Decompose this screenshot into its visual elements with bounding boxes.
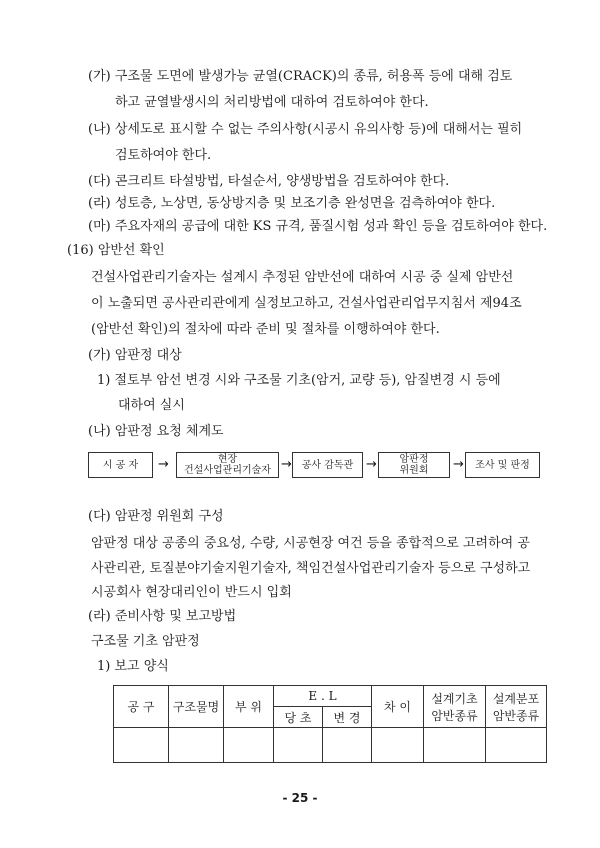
header-position: 부 위 xyxy=(224,686,274,728)
item-ma: (마) 주요자재의 공급에 대한 KS 규격, 품질시험 성과 확인 등을 검토하여야 한다. xyxy=(88,219,548,234)
committee-line1: 암판정 대상 공종의 중요성, 수량, 시공현장 여건 등을 종합적으로 고려하여 공 xyxy=(91,536,530,551)
flow-box-committee: 암판정 위원회 xyxy=(378,452,450,478)
table-cell xyxy=(486,728,547,763)
header-design-foundation: 설계기초 암반종류 xyxy=(424,686,486,728)
header-section: 공 구 xyxy=(114,686,169,728)
subheading-ra: (라) 준비사항 및 보고방법 xyxy=(88,609,237,624)
section-16-heading: (16) 암반선 확인 xyxy=(67,243,165,258)
target-line2: 대하여 실시 xyxy=(118,398,185,413)
page-number: - 25 - xyxy=(282,791,318,805)
subheading-ga: (가) 암판정 대상 xyxy=(88,348,182,363)
flow-arrow-icon: → xyxy=(453,457,464,472)
header-structure-name: 구조물명 xyxy=(169,686,224,728)
table-cell xyxy=(323,728,372,763)
flow-arrow-icon: → xyxy=(366,457,377,472)
item-ga-line2: 하고 균열발생시의 처리방법에 대하여 검토하여야 한다. xyxy=(115,95,429,110)
table-row xyxy=(114,728,547,763)
subheading-na: (나) 암판정 요청 체계도 xyxy=(88,424,224,439)
item-ga-line1: (가) 구조물 도면에 발생가능 균열(CRACK)의 종류, 허용폭 등에 대해 검토 xyxy=(88,69,513,84)
flow-arrow-icon: → xyxy=(158,457,169,472)
committee-line3: 시공회사 현장대리인이 반드시 입회 xyxy=(91,585,292,600)
flow-box-contractor: 시 공 자 xyxy=(88,452,153,478)
para-line2: 이 노출되면 공사관리관에게 실정보고하고, 건설사업관리업무지침서 제94조 xyxy=(91,296,522,311)
header-original: 당 초 xyxy=(274,707,323,728)
table-cell xyxy=(424,728,486,763)
header-difference: 차 이 xyxy=(372,686,424,728)
item-na-line2: 검토하여야 한다. xyxy=(115,148,212,163)
header-design-distribution: 설계분포 암반종류 xyxy=(486,686,547,728)
committee-line2: 사관리관, 토질분야기술지원기술자, 책임건설사업관리기술자 등으로 구성하고 xyxy=(91,561,531,576)
flow-arrow-icon: → xyxy=(281,457,292,472)
header-el: E . L xyxy=(274,686,372,707)
table-cell xyxy=(169,728,224,763)
table-cell xyxy=(274,728,323,763)
subheading-da: (다) 암판정 위원회 구성 xyxy=(88,509,224,524)
flow-box-investigation: 조사 및 판정 xyxy=(465,452,540,478)
target-line1: 1) 절토부 암선 변경 시와 구조물 기초(암거, 교량 등), 암질변경 시 등에 xyxy=(97,373,501,388)
table-cell xyxy=(224,728,274,763)
item-ra: (라) 성토층, 노상면, 동상방지층 및 보조기층 완성면을 검측하여야 한다. xyxy=(88,196,496,211)
para-line1: 건설사업관리기술자는 설계시 추정된 암반선에 대하여 시공 중 실제 암반선 xyxy=(91,270,514,285)
foundation-rock-title: 구조물 기초 암판정 xyxy=(91,634,200,649)
flow-box-cm-engineer: 현장 건설사업관리기술자 xyxy=(176,452,279,478)
item-da: (다) 콘크리트 타설방법, 타설순서, 양생방법을 검토하여야 한다. xyxy=(88,174,450,189)
flow-box-supervisor: 공사 감독관 xyxy=(292,452,363,478)
table-cell xyxy=(372,728,424,763)
para-line3: (암반선 확인)의 절차에 따라 준비 및 절차를 이행하여야 한다. xyxy=(91,322,440,337)
item-na-line1: (나) 상세도로 표시할 수 없는 주의사항(시공시 유의사항 등)에 대해서는 필히 xyxy=(88,122,523,137)
table-cell xyxy=(114,728,169,763)
header-changed: 변 경 xyxy=(323,707,372,728)
report-form-table xyxy=(113,685,547,763)
report-form-title: 1) 보고 양식 xyxy=(97,659,169,674)
